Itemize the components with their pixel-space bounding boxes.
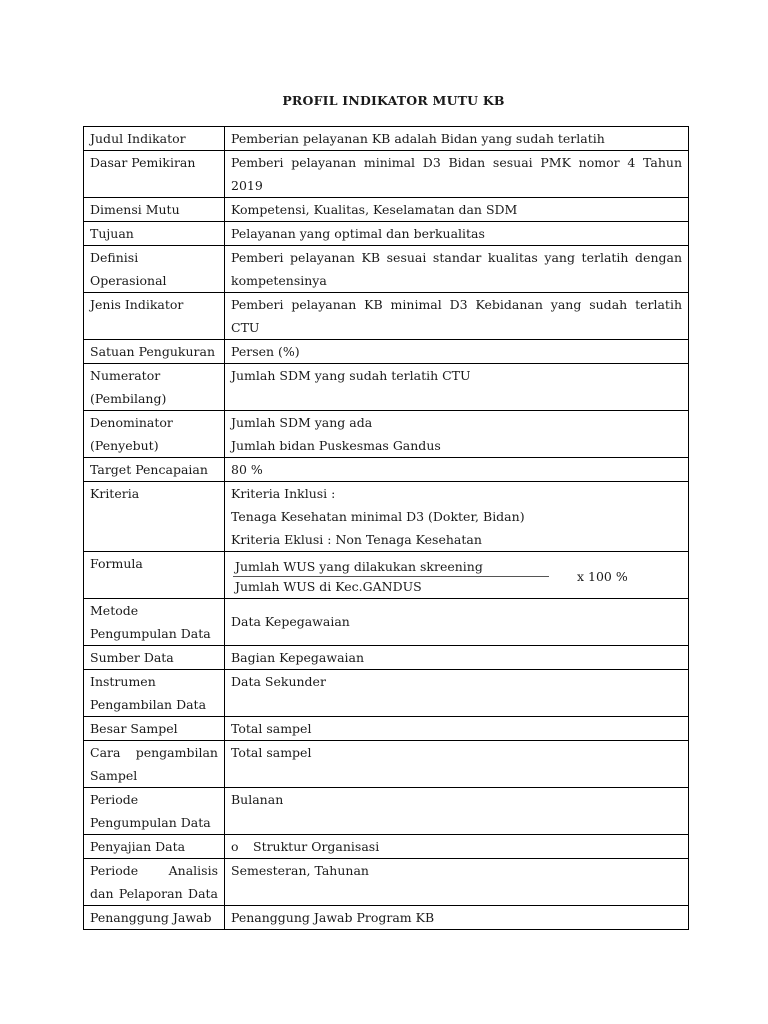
row-value: Kompetensi, Kualitas, Keselamatan dan SDM [225,198,689,222]
row-label: Periode Analisis dan Pelaporan Data [84,859,225,906]
value-line: Data Kepegawaian [231,614,350,629]
row-value: Bagian Kepegawaian [225,646,689,670]
row-label: Target Pencapaian [84,458,225,482]
row-label: Penyajian Data [84,835,225,859]
row-label: Dimensi Mutu [84,198,225,222]
row-label: Penanggung Jawab [84,906,225,930]
row-value: Bulanan [225,788,689,835]
row-value [225,599,689,646]
row-value: Pemberian pelayanan KB adalah Bidan yang sudah terlatih [225,127,689,151]
table-row [84,458,689,482]
formula-numerator: Jumlah WUS yang dilakukan skreening [235,559,483,574]
table-row [84,835,689,859]
table-row [84,151,689,198]
row-label: Denominator (Penyebut) [84,411,225,458]
table-row [84,340,689,364]
table-row [84,198,689,222]
value-line: Kriteria Inklusi : [231,486,336,501]
formula [231,552,682,598]
row-value: Semesteran, Tahunan [225,859,689,906]
value-line: Tenaga Kesehatan minimal D3 (Dokter, Bidan) [231,509,525,524]
table-row [84,859,689,906]
row-label: Satuan Pengukuran [84,340,225,364]
table-row [84,599,689,646]
value-line: Jumlah bidan Puskesmas Gandus [231,438,441,453]
table-row [84,482,689,552]
row-value: Persen (%) [225,340,689,364]
list-bullet: o [231,839,239,854]
row-value: Penanggung Jawab Program KB [225,906,689,930]
row-label: Formula [84,552,225,599]
row-value [225,835,689,859]
row-value: Pemberi pelayanan minimal D3 Bidan sesuai PMK nomor 4 Tahun 2019 [225,151,689,198]
row-value: Jumlah SDM yang sudah terlatih CTU [225,364,689,411]
row-label: Jenis Indikator [84,293,225,340]
formula-cell [225,552,689,599]
row-label: Dasar Pemikiran [84,151,225,198]
table-row [84,364,689,411]
document-title: PROFIL INDIKATOR MUTU KB [282,93,505,108]
value-line: Kriteria Eklusi : Non Tenaga Kesehatan [231,532,482,547]
row-value: Pelayanan yang optimal dan berkualitas [225,222,689,246]
table-row [84,670,689,717]
row-label: Metode Pengumpulan Data [84,599,225,646]
value-line: Jumlah SDM yang ada [231,415,373,430]
row-value: Total sampel [225,717,689,741]
table-row [84,222,689,246]
table-row [84,411,689,458]
row-value [225,482,689,552]
row-label: Judul Indikator [84,127,225,151]
row-label: Sumber Data [84,646,225,670]
table-row [84,646,689,670]
value-line: Struktur Organisasi [253,839,380,854]
row-label: Besar Sampel [84,717,225,741]
fraction-line [233,576,549,577]
indicator-profile-table [83,126,689,930]
table-row [84,741,689,788]
table-row [84,127,689,151]
row-label: Instrumen Pengambilan Data [84,670,225,717]
table-row [84,246,689,293]
row-value [225,411,689,458]
table-row [84,293,689,340]
formula-denominator: Jumlah WUS di Kec.GANDUS [235,579,422,594]
row-label: Numerator (Pembilang) [84,364,225,411]
row-value: Pemberi pelayanan KB minimal D3 Kebidanan yang sudah terlatih CTU [225,293,689,340]
row-value: Data Sekunder [225,670,689,717]
row-value: Pemberi pelayanan KB sesuai standar kualitas yang terlatih dengan kompetensinya [225,246,689,293]
formula-multiplier: x 100 % [577,569,628,584]
table-row [84,788,689,835]
row-label: Kriteria [84,482,225,552]
row-label: Periode Pengumpulan Data [84,788,225,835]
table-row [84,717,689,741]
table-row [84,552,689,599]
row-label: Tujuan [84,222,225,246]
row-value: Total sampel [225,741,689,788]
row-label: Cara pengambilan Sampel [84,741,225,788]
table-row [84,906,689,930]
row-value: 80 % [225,458,689,482]
row-label: Definisi Operasional [84,246,225,293]
